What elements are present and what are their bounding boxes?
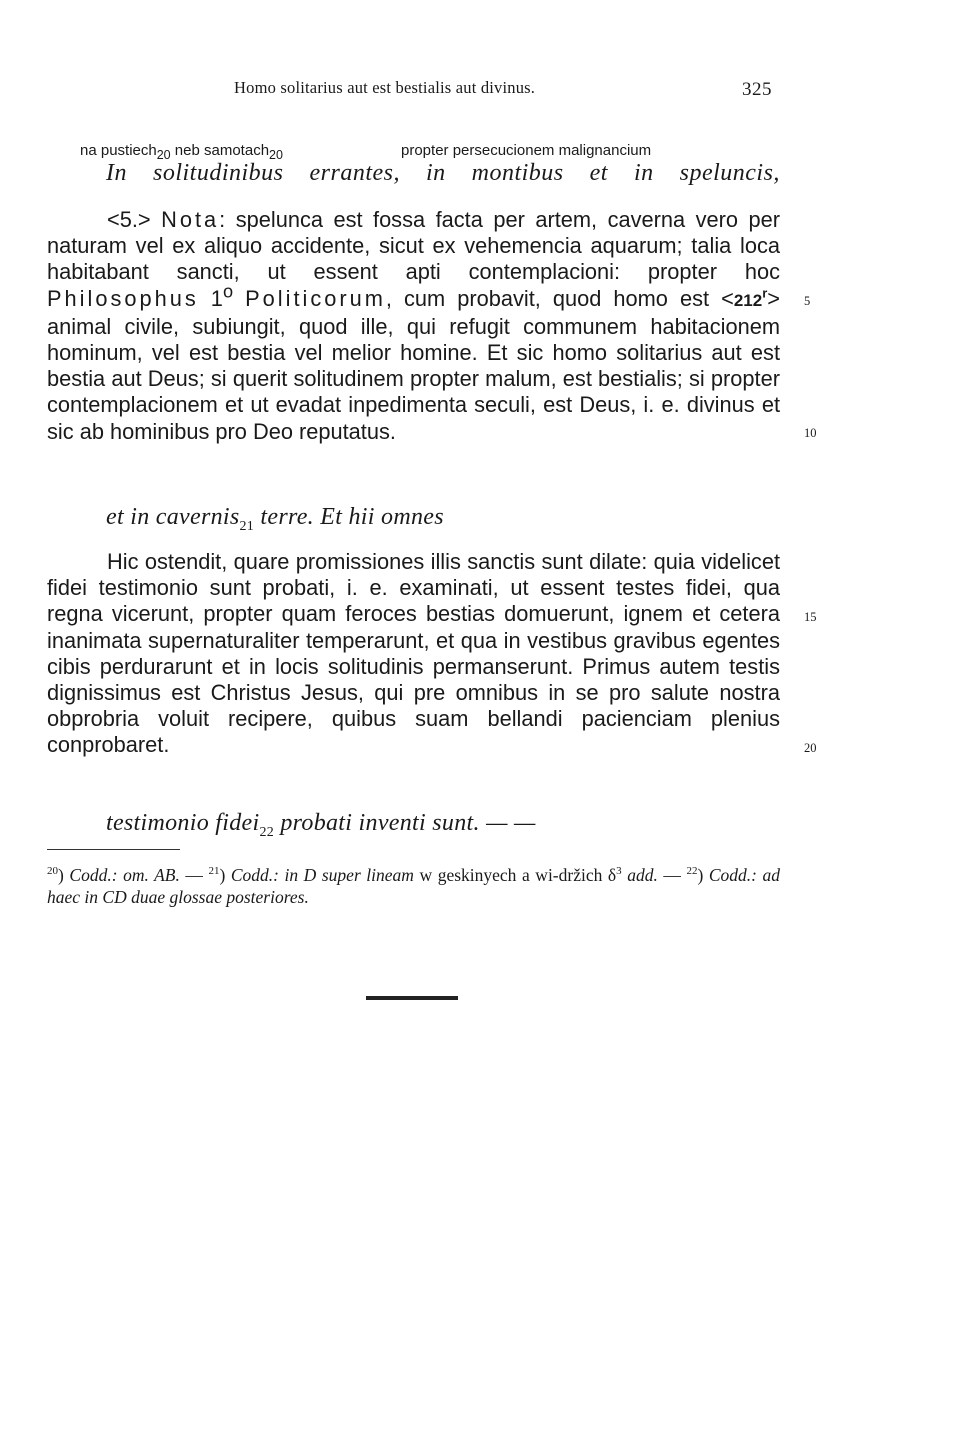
lemma-heading xyxy=(106,504,444,534)
lemma-word: errantes, xyxy=(309,160,400,186)
section-marker: <5.> xyxy=(107,207,162,232)
ordinal: 1 xyxy=(198,285,223,311)
space xyxy=(233,286,245,311)
commentary-paragraph: Hic ostendit, quare promissiones illis sanctis sunt dilate: quia videlicet fidei testimonio sunt probati, i. e. examinati, ut essent testes fidei, qua regna vicerunt, propter quam feroces bestias domuerunt, ignem et cetera inanimata supernaturaliter temperarunt, et qua in vestibus gravibus egentes cibis perdurarunt et in locis solitudinis permanserunt. Primus autem testis dignissimus est Christus Jesus, qui pre omnibus in se pro salute nostra obprobria voluit recipere, quibus suam bellandi pacienciam plenius conprobaret. xyxy=(47,549,780,758)
line-number: 15 xyxy=(804,610,817,624)
line-number: 5 xyxy=(804,294,811,308)
lemma-text: testimonio fidei xyxy=(106,810,260,836)
page-number: 325 xyxy=(742,79,772,100)
end-ornament-rule xyxy=(366,996,458,1000)
running-title: Homo solitarius aut est bestialis aut divinus. xyxy=(234,78,536,97)
lemma-subscript: 21 xyxy=(239,518,255,534)
footnote-divider xyxy=(47,849,180,850)
lemma-word: in xyxy=(425,160,446,186)
lemma-word: in xyxy=(633,160,654,186)
lemma-word: montibus xyxy=(471,160,564,186)
interlinear-gloss-right: propter persecucionem malignancium xyxy=(401,142,652,159)
lemma-text: et in cavernis xyxy=(106,504,240,530)
interlinear-gloss-left xyxy=(80,142,283,162)
paragraph-text: : spelunca est fossa facta per artem, caverna vero per naturam vel ex aliquo accidente, sicut ex vehemencia aquarum; talia loca habitabant sancti, ut essent apti contemplacioni: propter hoc xyxy=(47,207,780,285)
lemma-heading xyxy=(106,810,536,840)
footnote-text: Codd.: in D super lineam xyxy=(230,865,414,885)
gloss-text: neb samotach xyxy=(170,142,270,159)
gloss-subscript: 20 xyxy=(269,148,283,162)
ordinal-superscript: o xyxy=(222,281,234,302)
footnote-text: Codd.: ad haec in CD duae glossae posteriores. xyxy=(47,865,781,907)
footnote-marker: ) xyxy=(58,865,70,885)
footnote-marker: ) xyxy=(219,865,231,885)
spaced-term: Philosophus xyxy=(47,285,199,311)
lemma-subscript: 22 xyxy=(259,824,275,840)
folio-bracket: > xyxy=(767,285,780,311)
lemma-word: solitudinibus xyxy=(152,160,284,186)
footnote-separator: — xyxy=(179,865,209,885)
folio-superscript: r xyxy=(762,285,768,301)
lemma-text: terre. Et hii omnes xyxy=(254,504,444,530)
lemma-word: In xyxy=(106,160,127,186)
footnote-text: Codd.: om. AB. xyxy=(69,865,180,885)
footnote-marker: 21 xyxy=(208,865,220,878)
footnote-text: add. xyxy=(621,865,658,885)
lemma-word: et xyxy=(589,160,608,186)
spaced-term: Politicorum xyxy=(245,285,386,311)
spaced-term: Nota xyxy=(161,207,220,232)
commentary-paragraph xyxy=(47,207,780,445)
paragraph-text: , cum probavit, quod homo est xyxy=(385,285,722,311)
footnote-separator: — xyxy=(657,865,687,885)
page-header xyxy=(0,78,960,102)
footnotes xyxy=(47,864,780,908)
footnote-text: w geskinyech a wi-držich xyxy=(413,865,608,885)
lemma-word: speluncis, xyxy=(679,160,780,186)
paragraph-text: animal civile, subiungit, quod ille, qui refugit communem habitacionem hominum, vel est bestia vel melior homine. Et sic homo solitarius aut est bestia aut Deus; si querit solitudinem propter malum, est bestialis; si propter contemplacionem et ut evadat inpedimenta seculi, est Deus, i. e. divinus et sic ab hominibus pro Deo reputatus. xyxy=(47,313,780,444)
footnote-marker: 22 xyxy=(686,865,698,878)
footnote-siglum: δ xyxy=(607,865,617,885)
folio-number: 212 xyxy=(733,290,763,310)
lemma-heading xyxy=(106,160,780,187)
folio-bracket: < xyxy=(721,285,734,311)
gloss-text: na pustiech xyxy=(80,142,157,159)
line-number: 10 xyxy=(804,426,817,440)
line-number: 20 xyxy=(804,741,817,755)
lemma-text: probati inventi sunt. — — xyxy=(274,810,536,836)
gloss-subscript: 20 xyxy=(156,148,171,162)
footnote-marker: ) xyxy=(697,865,709,885)
footnote-siglum-superscript: 3 xyxy=(616,865,622,878)
footnote-marker: 20 xyxy=(47,865,58,878)
